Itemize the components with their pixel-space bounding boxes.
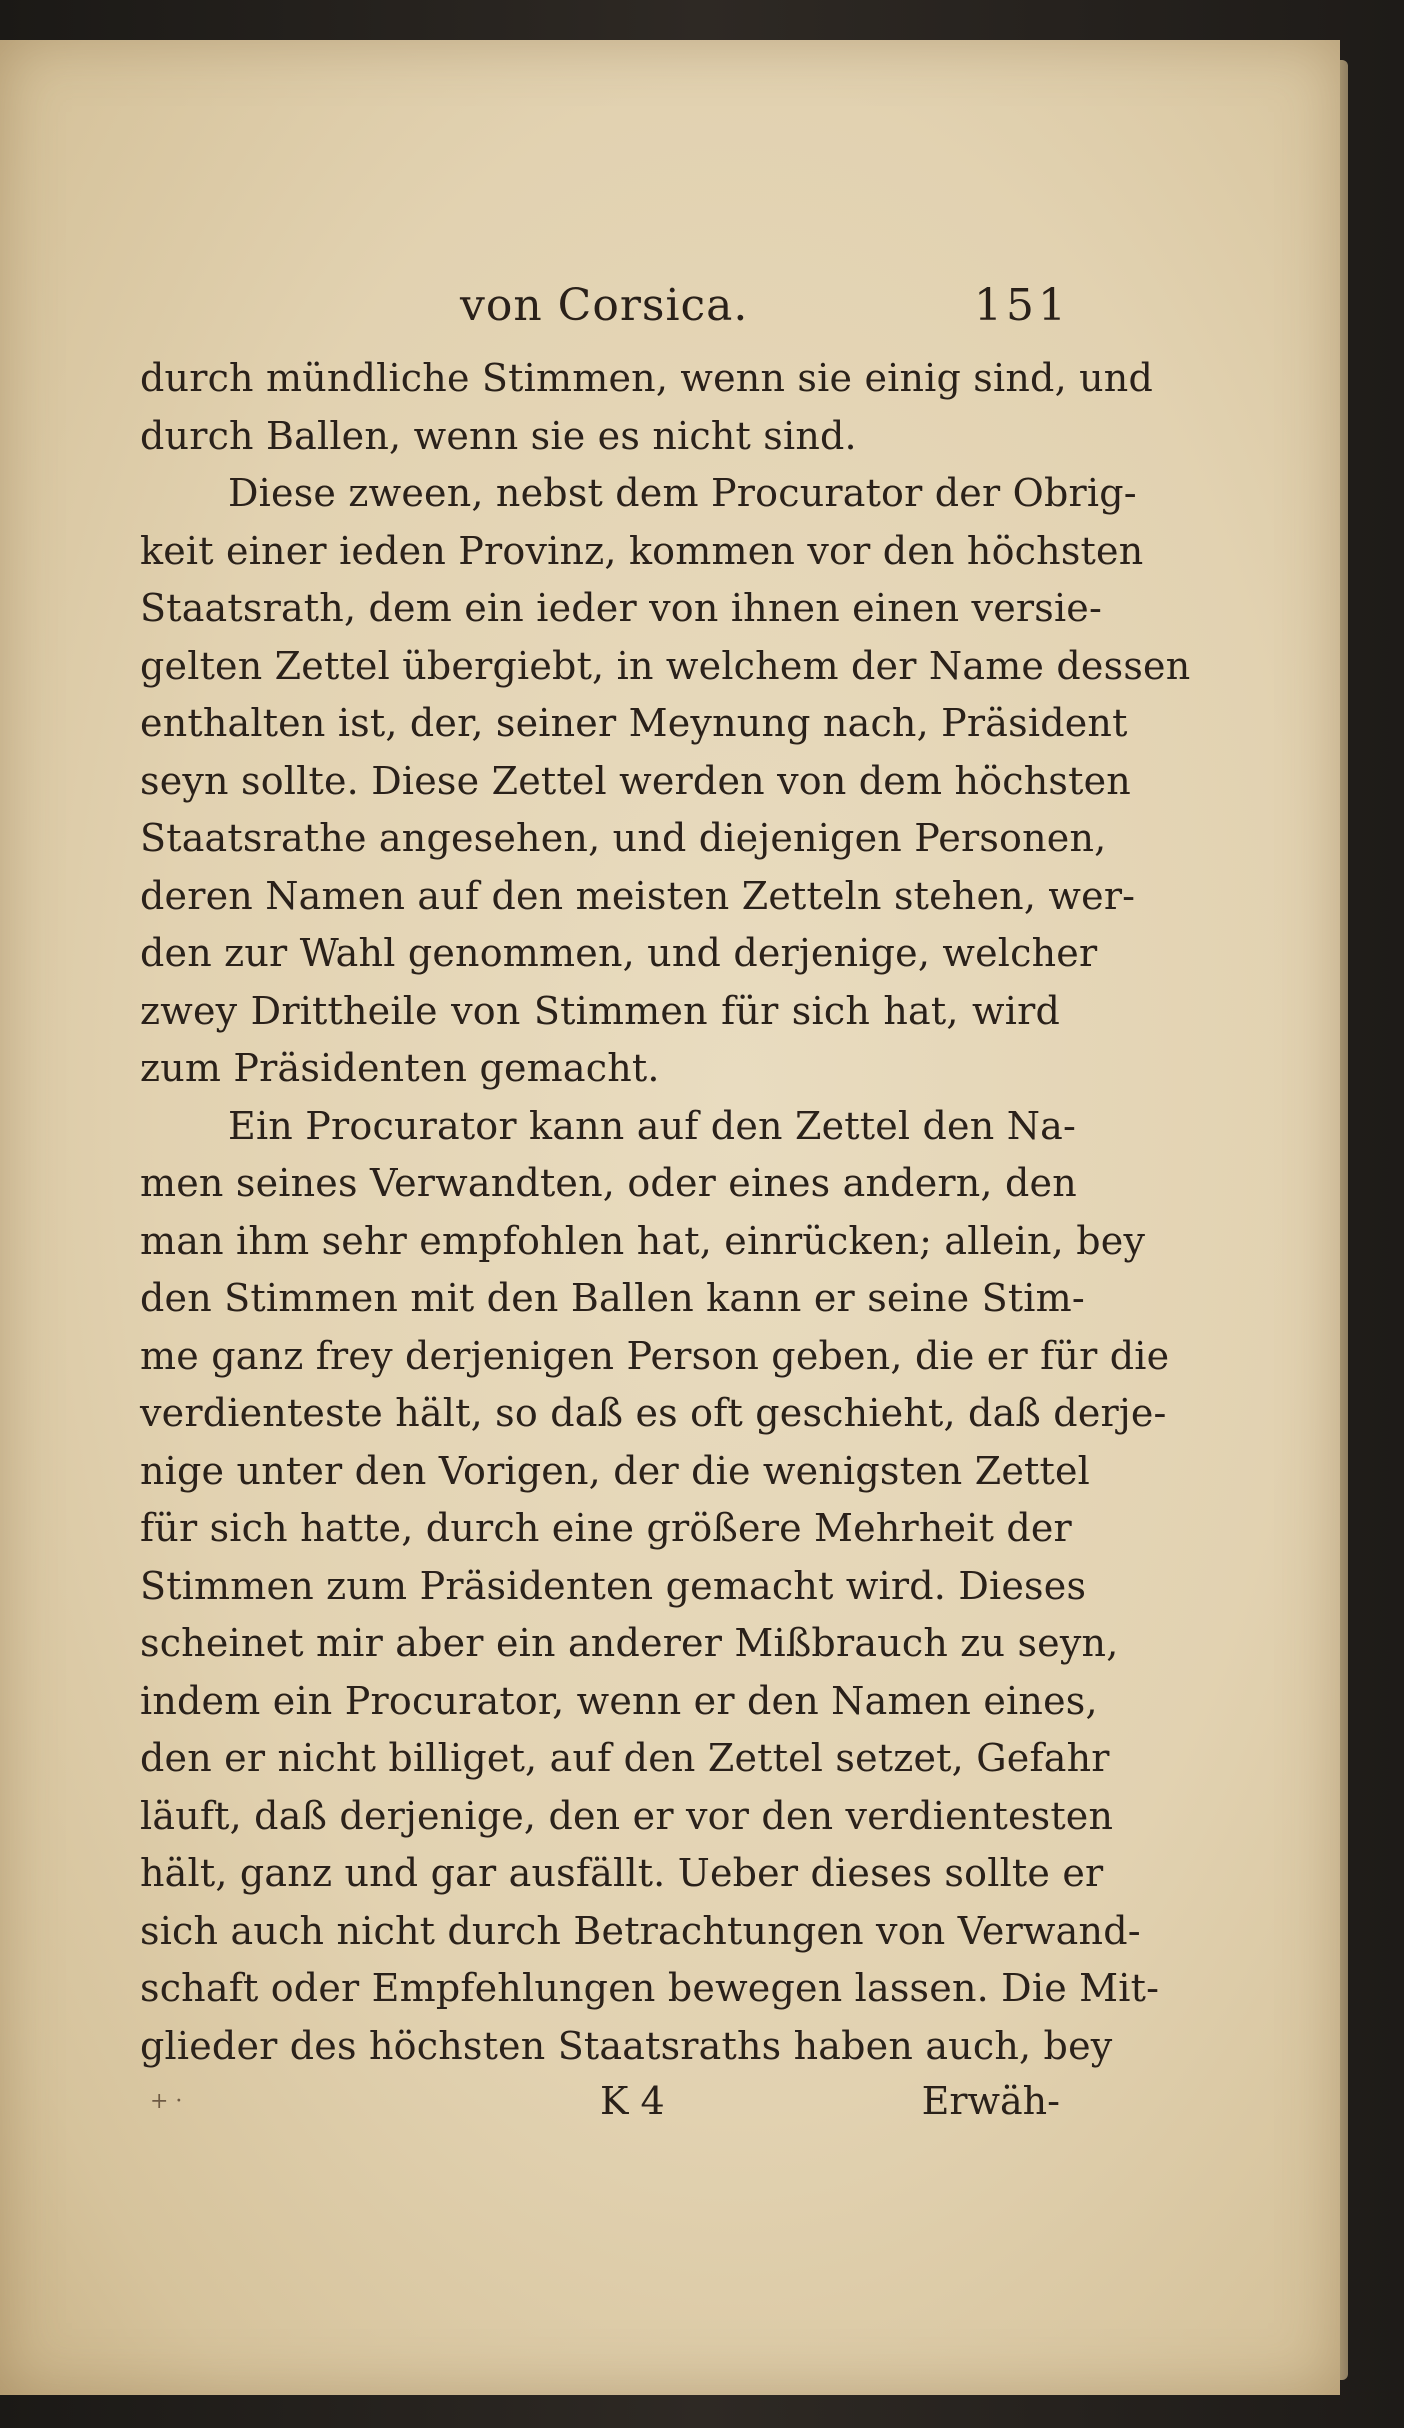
book-page xyxy=(0,40,1340,2395)
page-footer xyxy=(140,2079,1060,2139)
text-line: nige unter den Vorigen, der die wenigsten Zettel xyxy=(140,1448,1090,1493)
text-line: seyn sollte. Diese Zettel werden von dem höchsten xyxy=(140,758,1131,803)
text-line: me ganz frey derjenigen Person geben, die er für die xyxy=(140,1333,1170,1378)
catchword: Erwäh- xyxy=(921,2079,1060,2123)
text-line: men seines Verwandten, oder eines andern, den xyxy=(140,1161,1077,1205)
stray-mark-icon: + · xyxy=(150,2089,183,2114)
text-line: indem ein Procurator, wenn er den Namen eines, xyxy=(140,1678,1098,1723)
text-line: schaft oder Empfehlungen bewegen lassen. Die Mit- xyxy=(140,1966,1160,2010)
running-head xyxy=(140,280,1070,350)
text-line: Diese zween, nebst dem Procurator der Obrig- xyxy=(228,471,1137,515)
text-line: den er nicht billiget, auf den Zettel setzet, Gefahr xyxy=(140,1736,1110,1780)
text-line: den zur Wahl genommen, und derjenige, welcher xyxy=(140,931,1098,975)
text-line: scheinet mir aber ein anderer Mißbrauch zu seyn, xyxy=(140,1621,1119,1665)
text-line: verdienteste hält, so daß es oft geschieht, daß derje- xyxy=(140,1391,1167,1435)
text-line: glieder des höchsten Staatsraths haben auch, bey xyxy=(140,2023,1113,2068)
page-number: 151 xyxy=(974,280,1070,331)
running-title: von Corsica. xyxy=(460,280,749,331)
text-line: zwey Drittheile von Stimmen für sich hat, wird xyxy=(140,988,1060,1033)
text-line: durch mündliche Stimmen, wenn sie einig sind, und xyxy=(140,356,1153,400)
text-line: deren Namen auf den meisten Zetteln stehen, wer- xyxy=(140,873,1136,918)
text-block xyxy=(140,280,1191,2139)
text-line: durch Ballen, wenn sie es nicht sind. xyxy=(140,413,857,458)
text-line: sich auch nicht durch Betrachtungen von Verwand- xyxy=(140,1908,1141,1953)
text-line: zum Präsidenten gemacht. xyxy=(140,1046,660,1090)
signature-mark: K 4 xyxy=(600,2079,665,2123)
text-line: Ein Procurator kann auf den Zettel den Na- xyxy=(228,1103,1077,1148)
text-line: keit einer ieden Provinz, kommen vor den höchsten xyxy=(140,528,1144,573)
text-line: gelten Zettel übergiebt, in welchem der Name dessen xyxy=(140,643,1191,688)
text-line: Staatsrathe angesehen, und diejenigen Personen, xyxy=(140,816,1107,860)
text-line: enthalten ist, der, seiner Meynung nach, Präsident xyxy=(140,701,1128,745)
text-line: den Stimmen mit den Ballen kann er seine Stim- xyxy=(140,1276,1085,1320)
text-line: Staatsrath, dem ein ieder von ihnen einen versie- xyxy=(140,586,1103,630)
text-line: läuft, daß derjenige, den er vor den verdientesten xyxy=(140,1793,1114,1838)
text-line: hält, ganz und gar ausfällt. Ueber dieses sollte er xyxy=(140,1851,1104,1895)
text-line: man ihm sehr empfohlen hat, einrücken; allein, bey xyxy=(140,1218,1146,1263)
text-line: für sich hatte, durch eine größere Mehrheit der xyxy=(140,1506,1072,1550)
text-line: Stimmen zum Präsidenten gemacht wird. Dieses xyxy=(140,1563,1087,1608)
